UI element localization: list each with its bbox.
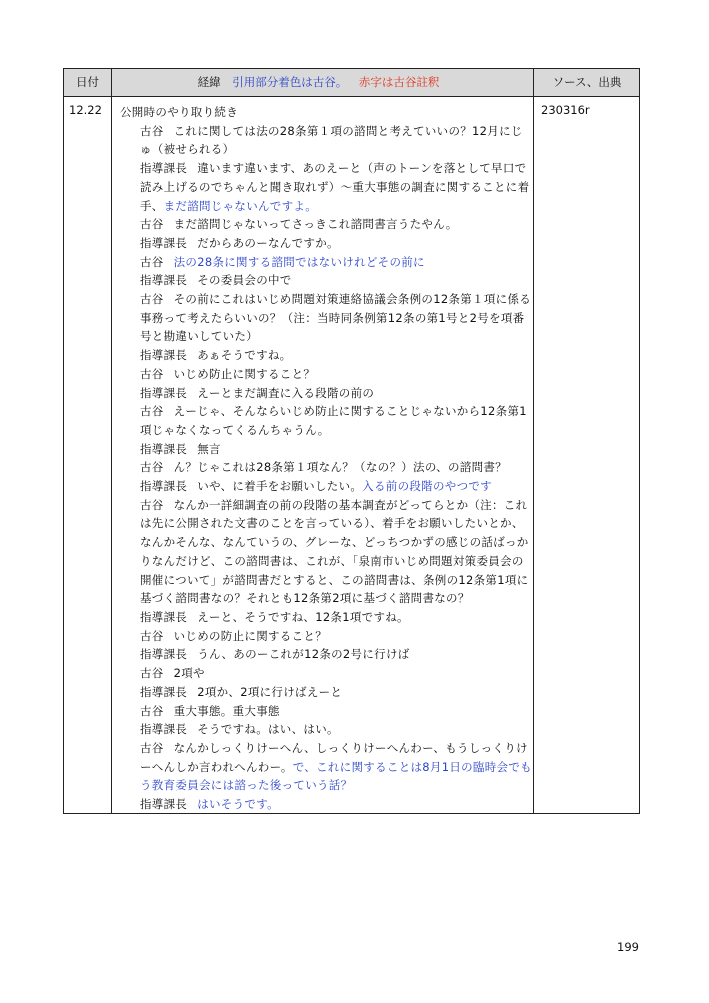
utterance-text: 入る前の段階のやつです bbox=[362, 479, 492, 494]
utterance-text: その委員会の中で bbox=[197, 273, 292, 288]
utterance-text: 無言 bbox=[197, 441, 221, 456]
dialogue-entry bbox=[140, 365, 532, 384]
dialogue-entry bbox=[140, 702, 532, 721]
table-header bbox=[64, 69, 639, 97]
utterance-text: 2項か、2項に行けばえーと bbox=[197, 684, 343, 699]
speaker-label: 古谷 bbox=[140, 666, 164, 681]
utterance-text: 2項や bbox=[173, 666, 205, 681]
utterance-text: あぁそうですね。 bbox=[197, 348, 292, 363]
row-lead: 公開時のやり取り続き bbox=[120, 105, 238, 119]
row-main bbox=[120, 103, 532, 814]
record-table bbox=[63, 68, 640, 814]
speaker-label: 古谷 bbox=[140, 740, 164, 755]
header-date: 日付 bbox=[76, 75, 99, 89]
dialogue-entry bbox=[140, 215, 532, 234]
speaker-label: 指導課長 bbox=[140, 441, 188, 456]
column-divider bbox=[111, 69, 112, 813]
utterance-text: いじめの防止に関すること？ bbox=[173, 628, 328, 643]
speaker-label: 古谷 bbox=[140, 254, 164, 269]
dialogue-entry bbox=[140, 159, 532, 215]
header-source: ソース、出典 bbox=[552, 75, 622, 89]
dialogue-list bbox=[120, 122, 532, 814]
dialogue-entry bbox=[140, 739, 532, 795]
header-main bbox=[112, 69, 533, 96]
dialogue-entry bbox=[140, 122, 532, 159]
row-date: 12.22 bbox=[69, 103, 102, 117]
speaker-label: 指導課長 bbox=[140, 348, 188, 363]
utterance-text: えーと、そうですね、12条1項ですね。 bbox=[197, 609, 409, 624]
dialogue-entry bbox=[140, 253, 532, 272]
utterance-text: だからあのーなんですか。 bbox=[197, 235, 339, 250]
utterance-text: えーじゃ、そんならいじめ防止に関することじゃないから12条第1項じゃなくなってくるんちゃうん。 bbox=[140, 404, 527, 437]
dialogue-entry bbox=[140, 271, 532, 290]
dialogue-entry bbox=[140, 440, 532, 459]
speaker-label: 指導課長 bbox=[140, 479, 188, 494]
utterance-text: えーとまだ調査に入る段階の前の bbox=[197, 385, 375, 400]
utterance-text: これに関しては法の28条第１項の諮問と考えていいの？12月にじゅ（被せられる） bbox=[140, 123, 523, 157]
utterance-text: で、これに関することは8月1日の臨時会でもう教育委員会には諮った後っていう話？ bbox=[140, 759, 532, 793]
dialogue-entry bbox=[140, 384, 532, 403]
utterance-text: うん、あのーこれが12条の2号に行けば bbox=[197, 647, 410, 662]
utterance-text: 違います違います、あのえーと（声のトーンを落として早口で読み上げるのでちゃんと聞き取れず）〜重大事態の調査に関することに着手、 bbox=[140, 161, 530, 213]
page-number: 199 bbox=[617, 940, 639, 954]
dialogue-entry bbox=[140, 477, 532, 496]
speaker-label: 古谷 bbox=[140, 404, 164, 419]
utterance-text: 重大事態。重大事態 bbox=[173, 703, 280, 718]
speaker-label: 指導課長 bbox=[140, 235, 188, 250]
header-main-label: 経緯 bbox=[197, 75, 221, 89]
speaker-label: 古谷 bbox=[140, 497, 164, 512]
speaker-label: 古谷 bbox=[140, 703, 164, 718]
utterance-text: なんか一詳細調査の前の段階の基本調査がどってらとか（注：これは先に公開された文書のことを言っている）、着手をお願いしたいとか、なんかそんな、なんていうの、グレーな、どっちつかずの感じの話ばっかりなんだけど、この諮問書は、これが、「泉南市いじめ問題対策委員会の開催について」が諮問書だとすると、この諮問書は、条例の12条第1項に基づく諮問書なの？それとも12条第2項に基づく諮問書なの？ bbox=[140, 497, 529, 606]
utterance-text: いじめ防止に関すること？ bbox=[173, 366, 316, 381]
speaker-label: 指導課長 bbox=[140, 797, 188, 812]
speaker-label: 古谷 bbox=[140, 366, 164, 381]
header-note-red: 赤字は古谷註釈 bbox=[358, 75, 440, 89]
dialogue-entry bbox=[140, 627, 532, 646]
speaker-label: 古谷 bbox=[140, 460, 164, 475]
row-source: 230316r bbox=[541, 103, 590, 117]
speaker-label: 指導課長 bbox=[140, 161, 188, 176]
dialogue-entry bbox=[140, 683, 532, 702]
speaker-label: 指導課長 bbox=[140, 684, 188, 699]
dialogue-entry bbox=[140, 458, 532, 477]
speaker-label: 指導課長 bbox=[140, 647, 188, 662]
speaker-label: 古谷 bbox=[140, 123, 164, 138]
dialogue-entry bbox=[140, 795, 532, 814]
dialogue-entry bbox=[140, 234, 532, 253]
dialogue-entry bbox=[140, 720, 532, 739]
speaker-label: 指導課長 bbox=[140, 273, 188, 288]
dialogue-entry bbox=[140, 664, 532, 683]
utterance-text: そうですね。はい、はい。 bbox=[197, 722, 339, 737]
dialogue-entry bbox=[140, 608, 532, 627]
speaker-label: 指導課長 bbox=[140, 385, 188, 400]
speaker-label: 古谷 bbox=[140, 292, 164, 307]
header-note-blue: 引用部分着色は古谷。 bbox=[232, 75, 348, 89]
utterance-text: 法の28条に関する諮問ではないけれどその前に bbox=[173, 254, 425, 269]
dialogue-entry bbox=[140, 645, 532, 664]
utterance-text: その前にこれはいじめ問題対策連絡協議会条例の12条第１項に係る事務って考えたらいいの？（注：当時同条例第12条の第1号と2号を項番号と勘違いしていた） bbox=[140, 292, 532, 344]
utterance-text: まだ諮問じゃないんですよ。 bbox=[163, 198, 318, 213]
dialogue-entry bbox=[140, 402, 532, 439]
column-divider bbox=[533, 69, 534, 813]
dialogue-entry bbox=[140, 346, 532, 365]
utterance-text: まだ諮問じゃないってさっきこれ諮問書言うたやん。 bbox=[173, 217, 458, 232]
dialogue-entry bbox=[140, 496, 532, 608]
utterance-text: いや、に着手をお願いしたい。 bbox=[197, 479, 363, 494]
dialogue-entry bbox=[140, 290, 532, 346]
utterance-text: なんかしっくりけーへん、しっくりけーへんわー、もうしっくりけーへんしか言われへんわー。 bbox=[140, 740, 528, 774]
speaker-label: 指導課長 bbox=[140, 722, 188, 737]
utterance-text: ん？じゃこれは28条第１項なん？（なの？）法の、の諮問書？ bbox=[173, 460, 507, 475]
speaker-label: 指導課長 bbox=[140, 609, 188, 624]
speaker-label: 古谷 bbox=[140, 217, 164, 232]
speaker-label: 古谷 bbox=[140, 628, 164, 643]
utterance-text: はいそうです。 bbox=[197, 797, 279, 812]
